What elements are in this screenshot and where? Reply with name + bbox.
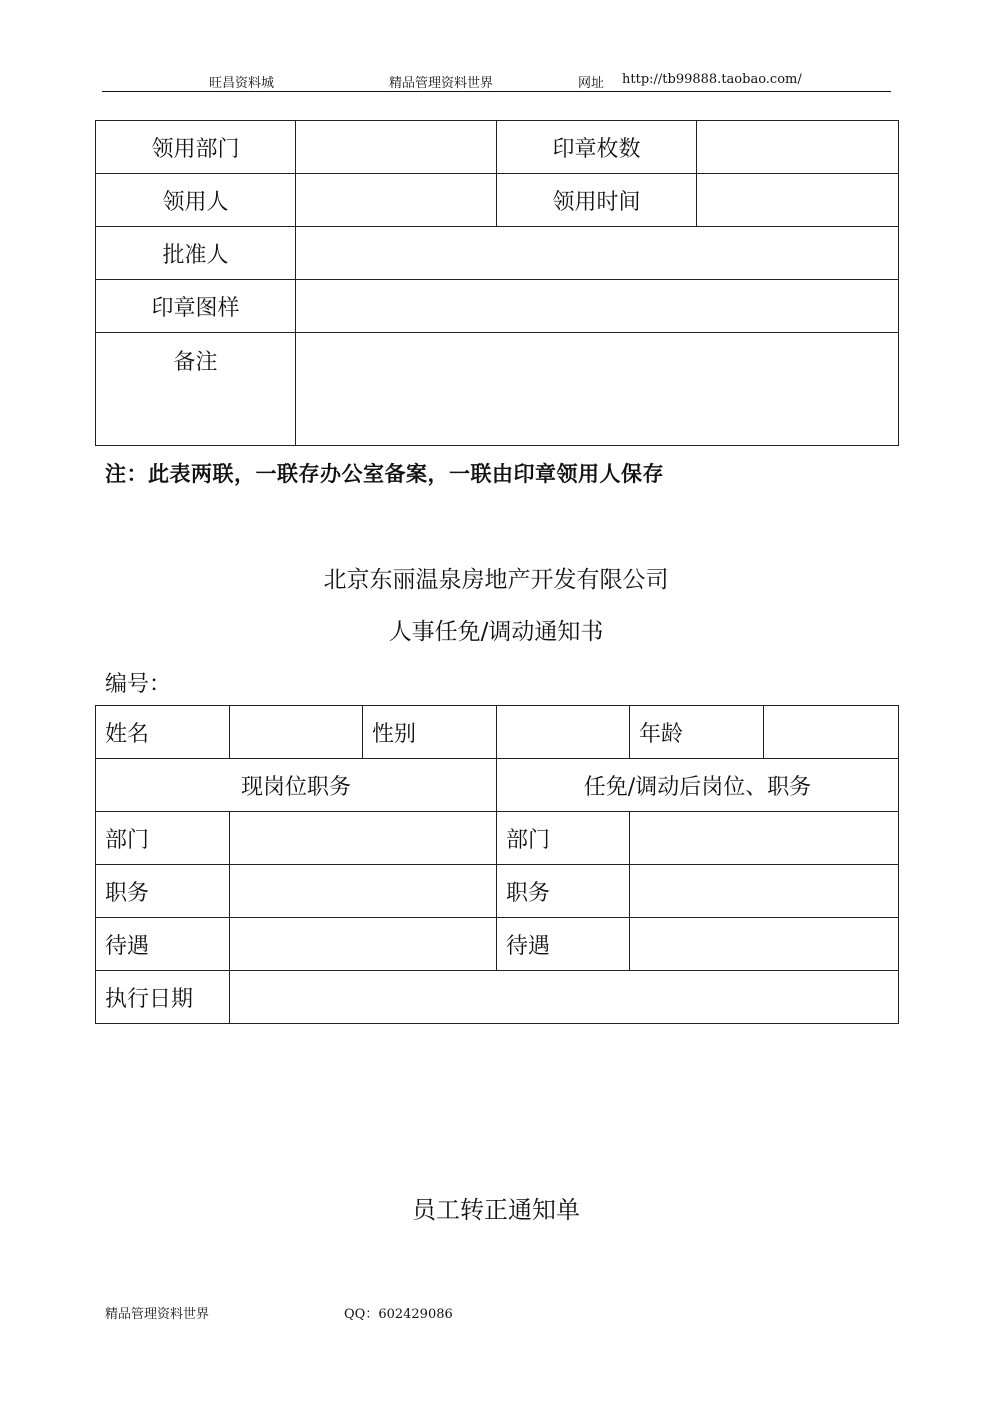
- current-position-header: 现岗位职务: [96, 759, 497, 812]
- company-title: 北京东丽温泉房地产开发有限公司: [323, 567, 669, 593]
- user-field[interactable]: [296, 174, 497, 227]
- table-row: [96, 706, 899, 759]
- new-dept-field[interactable]: [630, 812, 899, 865]
- gender-field[interactable]: [497, 706, 630, 759]
- next-section-title: 员工转正通知单: [412, 1196, 580, 1224]
- new-position-header: 任免/调动后岗位、职务: [497, 759, 899, 812]
- age-label: 年龄: [630, 706, 764, 759]
- current-dept-field[interactable]: [230, 812, 497, 865]
- seal-sample-field[interactable]: [296, 280, 899, 333]
- current-position-label: 职务: [96, 865, 230, 918]
- current-position-field[interactable]: [230, 865, 497, 918]
- seal-count-field[interactable]: [697, 121, 899, 174]
- new-position-field[interactable]: [630, 865, 899, 918]
- dept-label: 领用部门: [96, 121, 296, 174]
- footer-qq-text: QQ：602429086: [344, 1307, 453, 1322]
- seal-sample-label: 印章图样: [96, 280, 296, 333]
- seal-requisition-table: [95, 120, 899, 446]
- approver-field[interactable]: [296, 227, 899, 280]
- table-row: [96, 918, 899, 971]
- current-treatment-label: 待遇: [96, 918, 230, 971]
- dept-field[interactable]: [296, 121, 497, 174]
- seal-count-label: 印章枚数: [497, 121, 697, 174]
- current-treatment-field[interactable]: [230, 918, 497, 971]
- remark-field[interactable]: [296, 333, 899, 446]
- table-row: [96, 174, 899, 227]
- header-divider: [102, 91, 891, 92]
- user-label: 领用人: [96, 174, 296, 227]
- time-label: 领用时间: [497, 174, 697, 227]
- table-row: [96, 121, 899, 174]
- table-row: [96, 280, 899, 333]
- table-row: [96, 971, 899, 1024]
- current-dept-label: 部门: [96, 812, 230, 865]
- footer-left-text: 精品管理资料世界: [105, 1307, 210, 1322]
- approver-label: 批准人: [96, 227, 296, 280]
- effective-date-field[interactable]: [230, 971, 899, 1024]
- new-position-label: 职务: [497, 865, 630, 918]
- table-row: [96, 227, 899, 280]
- form-note: 注：此表两联，一联存办公室备案，一联由印章领用人保存: [105, 462, 664, 486]
- remark-label: 备注: [96, 333, 296, 446]
- notice-title: 人事任免/调动通知书: [388, 619, 604, 645]
- header-center-text: 精品管理资料世界: [389, 76, 494, 91]
- effective-date-label: 执行日期: [96, 971, 230, 1024]
- personnel-notice-table: [95, 705, 899, 1024]
- name-field[interactable]: [230, 706, 363, 759]
- gender-label: 性别: [363, 706, 497, 759]
- table-row: [96, 759, 899, 812]
- number-label: 编号：: [105, 672, 172, 697]
- table-row: [96, 865, 899, 918]
- header-url-link[interactable]: http://tb99888.taobao.com/: [622, 72, 802, 87]
- header-url-label: 网址: [578, 76, 605, 91]
- new-dept-label: 部门: [497, 812, 630, 865]
- name-label: 姓名: [96, 706, 230, 759]
- table-row: [96, 812, 899, 865]
- new-treatment-field[interactable]: [630, 918, 899, 971]
- age-field[interactable]: [764, 706, 899, 759]
- time-field[interactable]: [697, 174, 899, 227]
- header-left-text: 旺昌资料城: [209, 76, 275, 91]
- new-treatment-label: 待遇: [497, 918, 630, 971]
- table-row: [96, 333, 899, 446]
